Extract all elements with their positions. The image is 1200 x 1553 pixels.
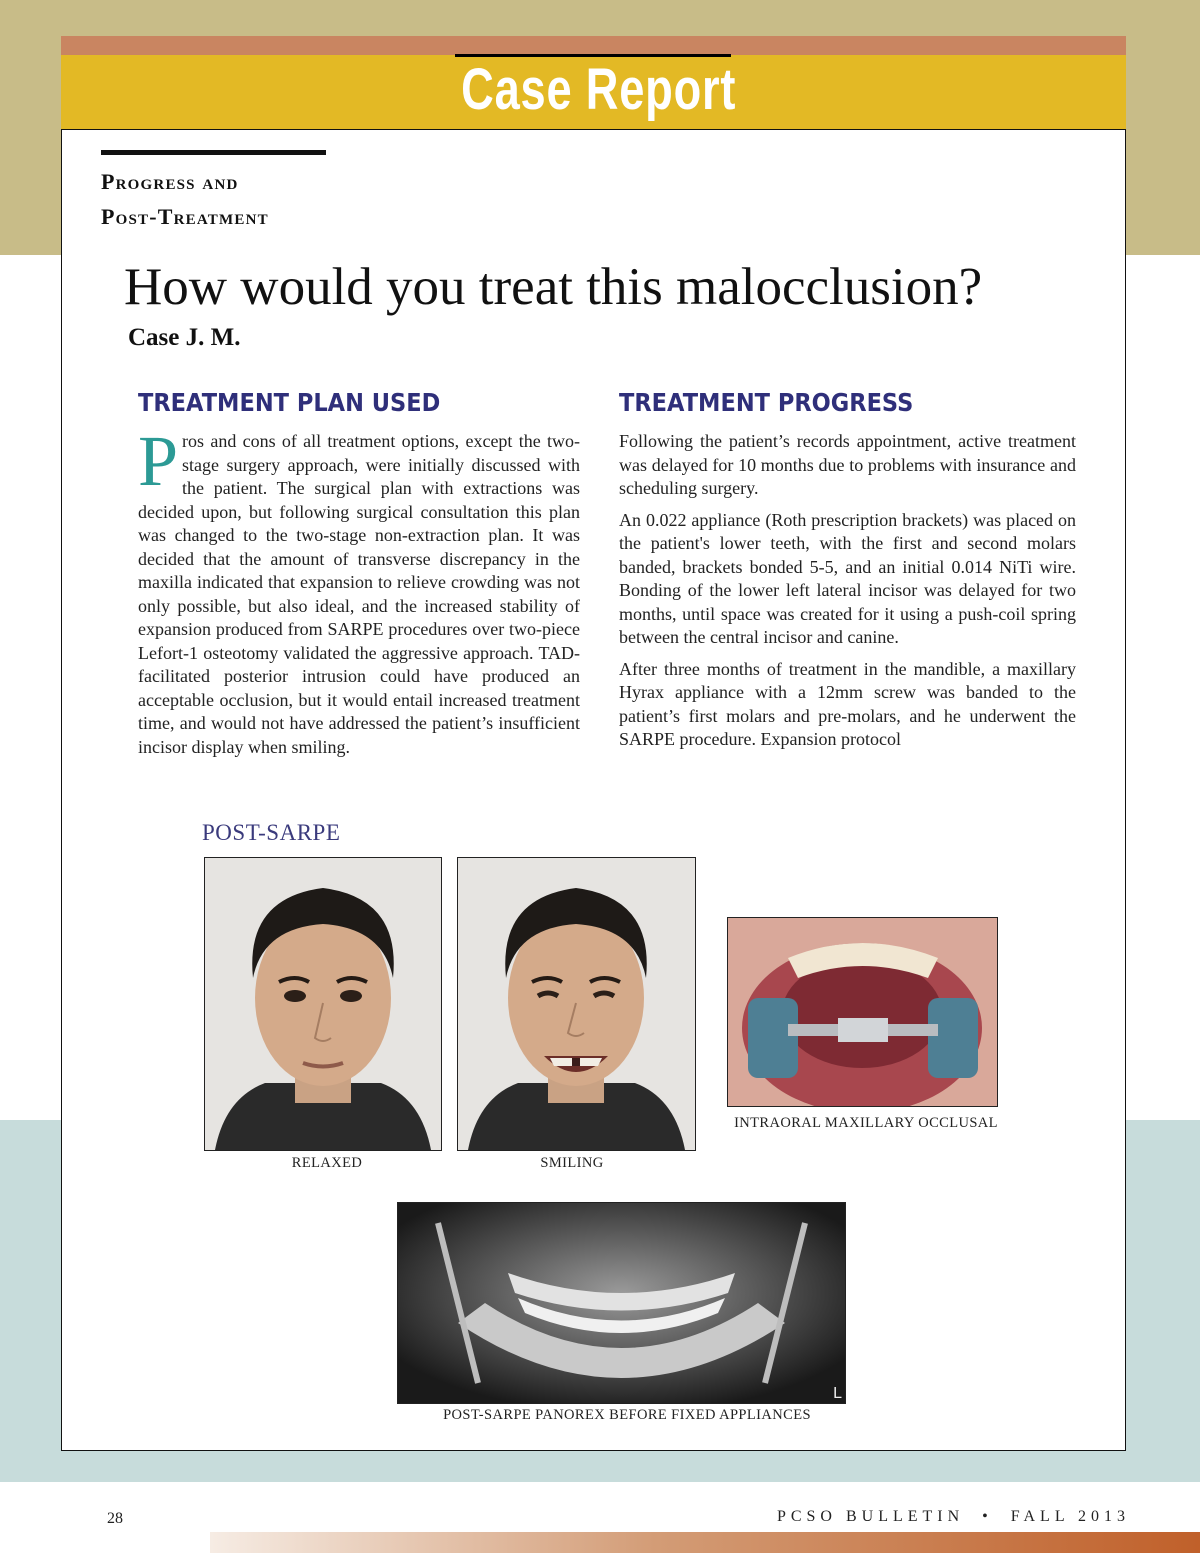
panorex-side-marker: L	[833, 1385, 842, 1402]
intraoral-illustration	[728, 918, 997, 1106]
section-heading-line1: Progress and	[101, 169, 239, 194]
publication-footer: PCSO BULLETIN • FALL 2013	[776, 1508, 1130, 1525]
smiling-caption: SMILING	[540, 1155, 604, 1171]
treatment-progress-paragraph: Following the patient’s records appointment, active treatment was delayed for 10 months due to problems with insurance and scheduling surgery.	[619, 431, 1076, 498]
section-heading-line2: Post-Treatment	[101, 204, 269, 229]
section-heading	[101, 164, 269, 234]
treatment-progress-heading: TREATMENT PROGRESS	[619, 388, 914, 417]
relaxed-face-illustration	[205, 858, 441, 1150]
treatment-progress-paragraph: After three months of treatment in the mandible, a maxillary Hyrax appliance with a 12mm screw was banded to the patient’s first molars and pre-molars, and he underwent the SARPE procedure. Expansion protocol	[619, 658, 1076, 749]
treatment-plan-body: ros and cons of all treatment options, except the two-stage surgery approach, were initially discussed with the patient. The surgical plan with extractions was decided upon, but following surgical consultation this plan was changed to the two-stage non-extraction plan. It was decided that the amount of transverse discrepancy in the maxilla indicated that expansion to relieve crowding was not only possible, but also ideal, and the increased stability of expansion produced from SARPE procedures over two-piece Lefort-1 osteotomy validated the aggressive approach. TAD-facilitated posterior intrusion could have produced an acceptable occlusion, but it would entail increased treatment time, and would not have addressed the patient’s insufficient incisor display when smiling.	[138, 431, 580, 757]
relaxed-face-photo	[204, 857, 442, 1151]
treatment-progress-column	[619, 430, 1076, 760]
treatment-progress-paragraph: An 0.022 appliance (Roth prescription brackets) was placed on the patient's lower teeth, with the first and second molars banded, brackets bonded 5-5, and an initial 0.014 NiTi wire. Bonding of the lower left lateral incisor was delayed for two months, until space was created for it using a push-coil spring between the central incisor and canine.	[619, 509, 1076, 647]
panorex-xray	[397, 1202, 846, 1404]
section-rule	[101, 150, 326, 155]
figures-label: POST-SARPE	[202, 820, 341, 845]
smiling-face-illustration	[458, 858, 695, 1150]
page-number: 28	[107, 1510, 123, 1527]
panorex-caption: POST-SARPE PANOREX BEFORE FIXED APPLIANCES	[443, 1407, 811, 1423]
treatment-plan-column	[138, 421, 580, 759]
relaxed-caption: RELAXED	[291, 1155, 363, 1171]
footer-gradient-bar	[210, 1532, 1200, 1553]
smiling-face-photo	[457, 857, 696, 1151]
article-title: How would you treat this malocclusion?	[124, 258, 983, 316]
header-title: Case Report	[461, 57, 737, 122]
drop-cap: P	[138, 421, 179, 501]
intraoral-caption: INTRAORAL MAXILLARY OCCLUSAL	[734, 1115, 998, 1131]
treatment-plan-heading: TREATMENT PLAN USED	[138, 388, 441, 417]
panorex-illustration	[398, 1203, 845, 1403]
intraoral-photo	[727, 917, 998, 1107]
case-identifier: Case J. M.	[128, 324, 241, 351]
